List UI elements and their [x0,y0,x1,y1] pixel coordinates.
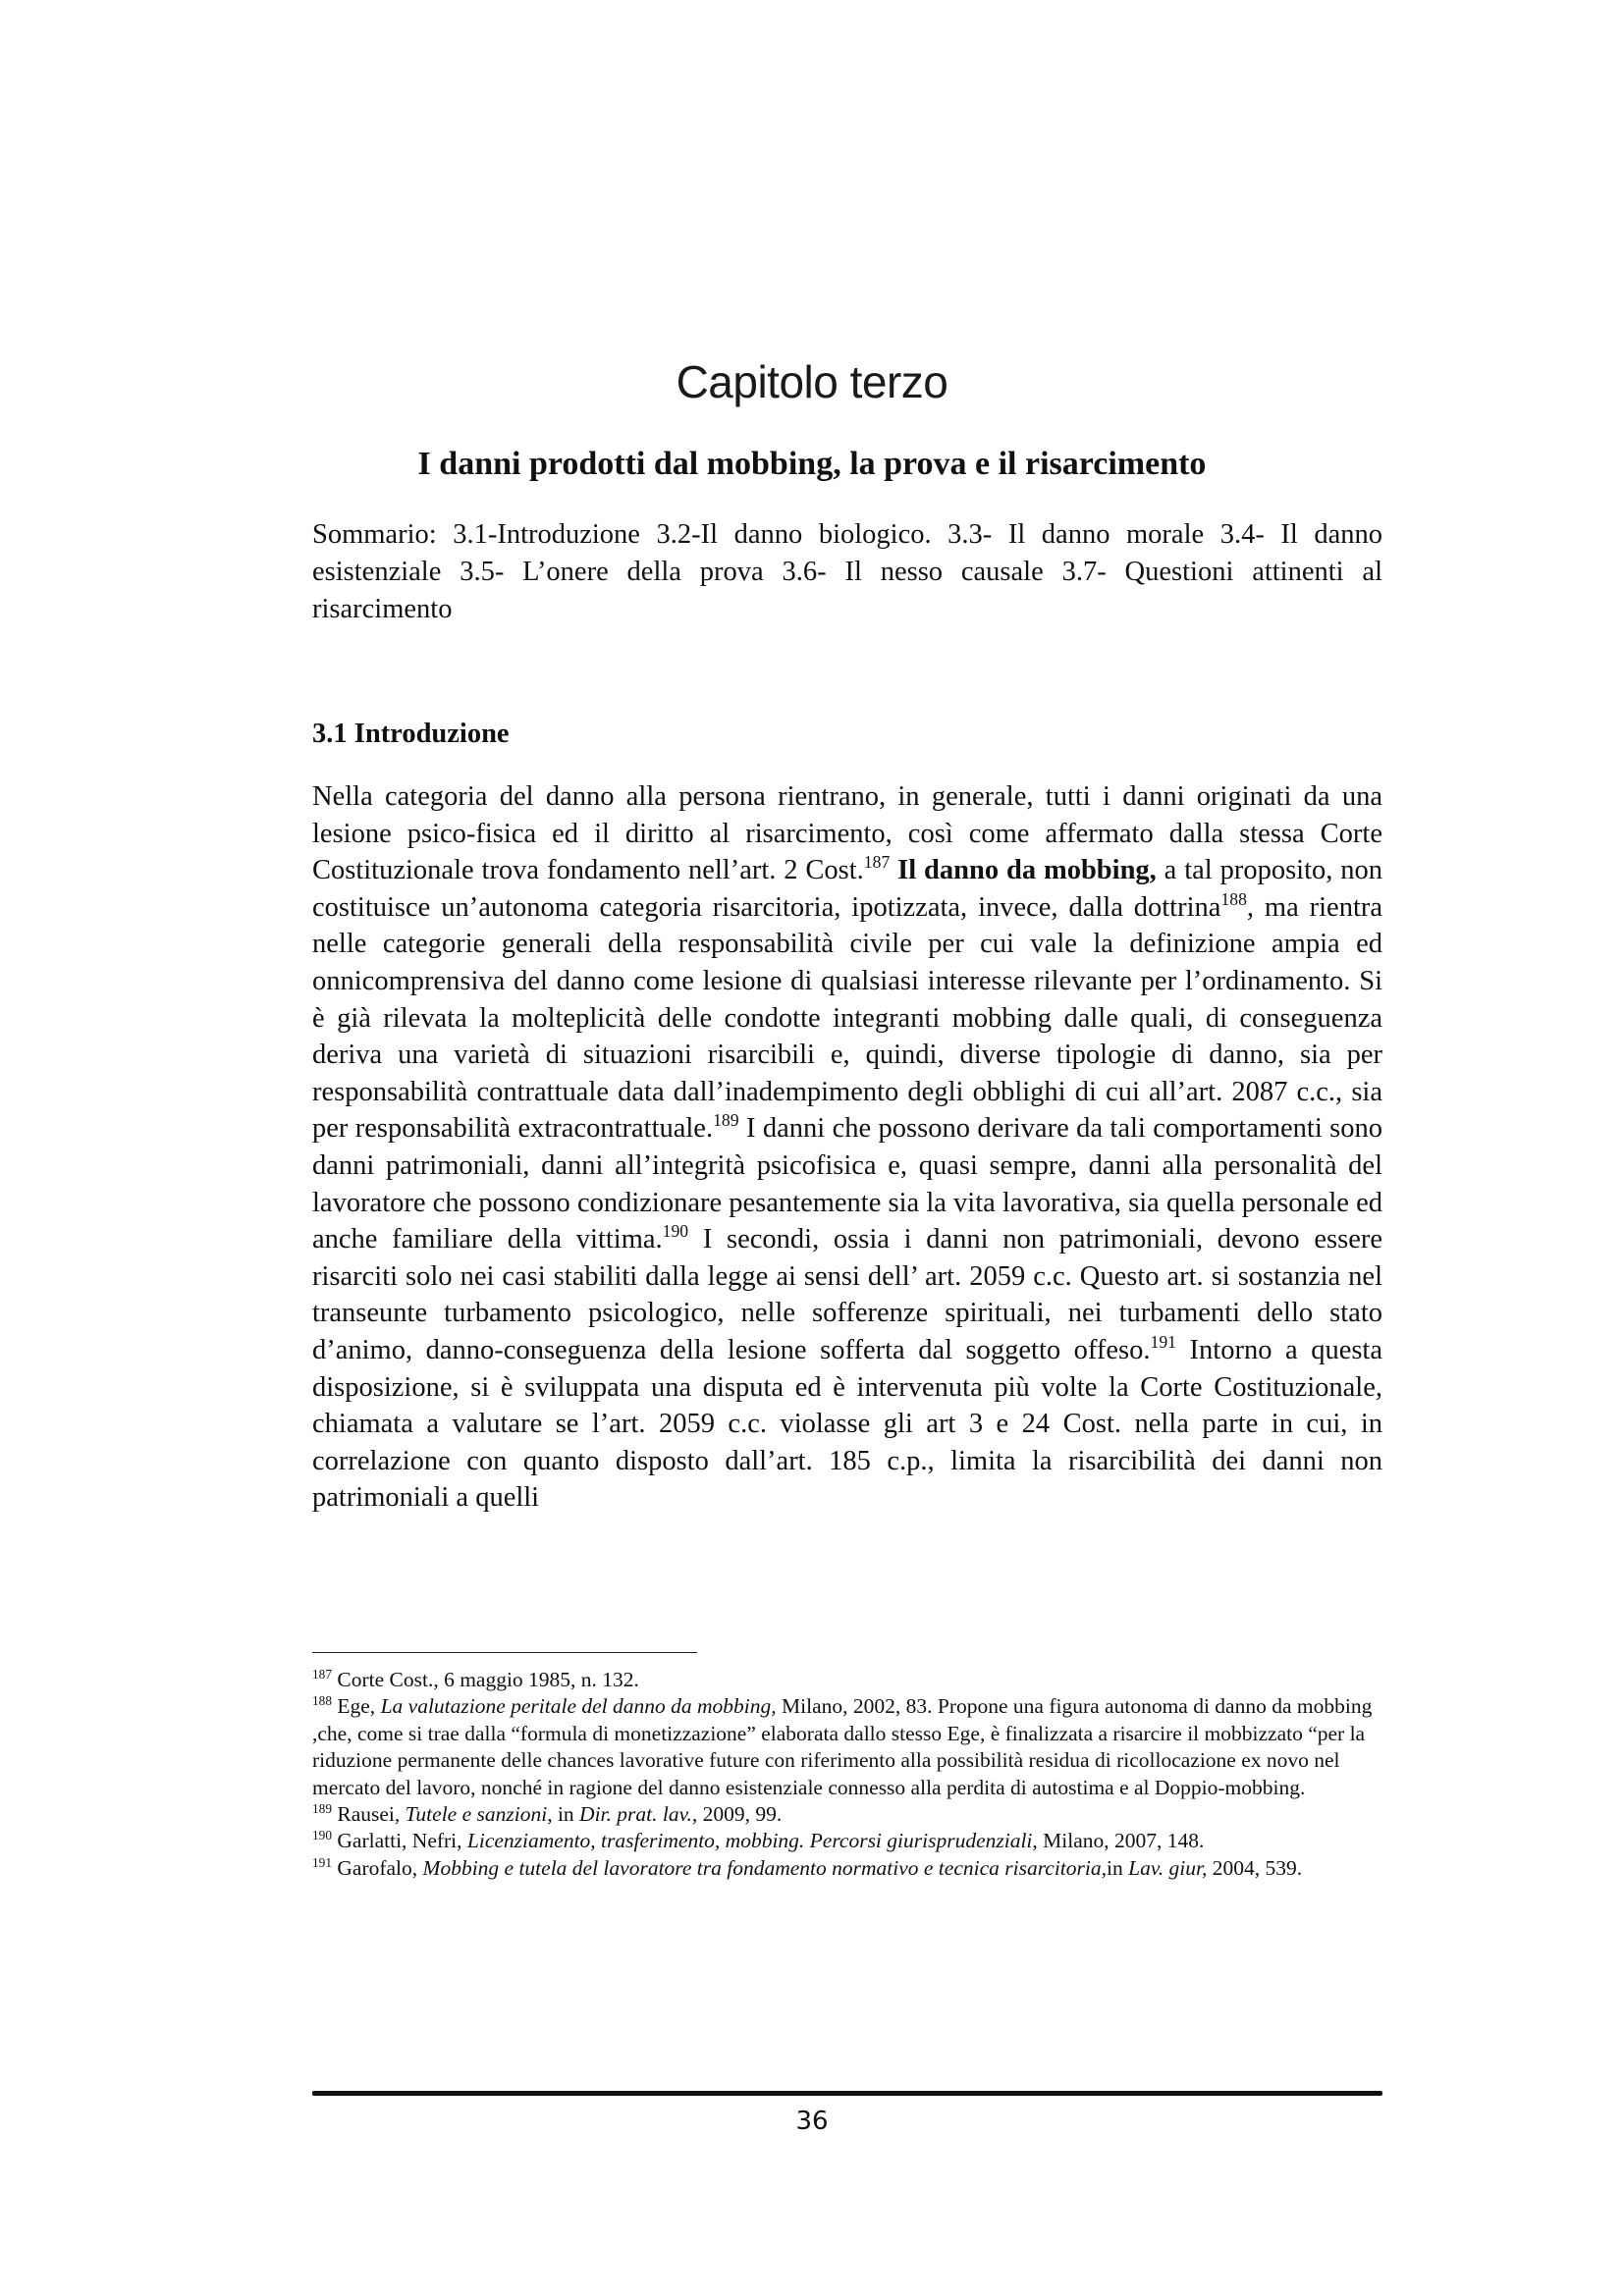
body-text-run: Nella categoria del danno alla persona rientrano, in generale, tutti i danni originati da una lesione psico-fisica ed il diritto al risarcimento, così come affermato dalla stessa Corte Costituzionale trova fondamento nell’art. 2 Cost. [312,781,1382,886]
footnote-text-run: Corte Cost., 6 maggio 1985, n. 132. [332,1668,639,1691]
footnote-ref: 189 [713,1110,739,1131]
footnote-190 [312,1828,1373,1854]
chapter-title: Capitolo terzo [676,356,948,407]
footnote-italic-run: Mobbing e tutela del lavoratore tra fondamento normativo e tecnica risarcitoria, [422,1855,1107,1880]
footnote-ref: 190 [662,1221,689,1242]
footer-rule [312,2091,1382,2096]
footnote-ref: 191 [1150,1331,1176,1352]
footnote-number: 191 [312,1854,332,1870]
body-text-run: I secondi, ossia i danni non patrimoniali, devono essere risarciti solo nei casi stabiliti dalla legge ai sensi dell’ art. 2059 c.c. Questo art. si sostanzia nel transeunte turbamento psicologico, nelle sofferenze spirituali, nei turbamenti dello stato d’animo, danno-conseguenza della lesione sofferta dal soggetto offeso. [312,1224,1382,1365]
footnote-text-run: 2004, 539. [1207,1855,1303,1880]
footnote-text-run: , Milano, 2007, 148. [1032,1829,1205,1853]
body-text-run: , ma rientra nelle categorie generali della responsabilità civile per cui vale la definizione ampia ed onnicomprensiva del danno come lesione di qualsiasi interesse rilevante per l’ordinamento. Si è già rilevata la molteplicità delle condotte integranti mobbing dalle quali, di conseguenza deriva una varietà di situazioni risarcibili e, quindi, diverse tipologie di danno, sia per responsabilità contrattuale data dall’inadempimento degli obblighi di cui all’art. 2087 c.c., sia per responsabilità extracontrattuale. [312,891,1383,1145]
footnote-text-run: , in [547,1802,580,1827]
footnote-text-run: Milano, 2002, 83. Propone una figura autonoma di danno da mobbing ,che, come si trae dalla “formula di monetizzazione” elaborata dallo stesso Ege, è finalizzata a risarcire il mobbizzato “per la riduzione permanente delle chances lavorative future con riferimento alla possibilità residua di ricollocazione ex novo nel mercato del lavoro, nonché in ragione del danno esistenziale connesso alla perdita di autostima e al Doppio-mobbing. [312,1694,1373,1799]
footnote-191 [312,1855,1373,1882]
footnote-text-run: Ege, [332,1694,381,1719]
footnote-187 [312,1667,1373,1693]
body-text-run: a tal proposito, non costituisce un’autonoma categoria risarcitoria, ipotizzata, invece, dalla dottrina [312,855,1382,923]
footnote-number: 190 [312,1828,332,1843]
footnote-number: 189 [312,1800,332,1816]
footnote-italic-run: Lav. giur, [1128,1855,1208,1880]
footnote-text-run: Rausei, [332,1802,406,1827]
body-paragraph [312,778,1382,1517]
footnote-text-run: Garlatti, Nefri, [332,1829,467,1853]
footnote-separator [312,1652,697,1653]
footnote-text-run: Garofalo, [332,1855,423,1880]
footnote-number: 187 [312,1666,332,1682]
footnote-italic-run: Tutele e sanzioni [405,1802,548,1827]
section-heading: 3.1 Introduzione [312,719,510,749]
footnote-188 [312,1693,1373,1801]
footnote-text-run: , 2009, 99. [691,1802,783,1827]
footnote-189 [312,1801,1373,1828]
body-text-run: Intorno a questa disposizione, si è sviluppata una disputa ed è intervenuta più volte la Corte Costituzionale, chiamata a valutare se l’art. 2059 c.c. violasse gli art 3 e 24 Cost. nella parte in cui, in correlazione con quanto disposto dall’art. 185 c.p., limita la risarcibilità dei danni non patrimoniali a quelli [312,1334,1382,1514]
footnote-ref: 188 [1220,888,1247,909]
footnote-text-run: in [1107,1855,1129,1880]
footnotes-list [312,1667,1373,1882]
chapter-subtitle: I danni prodotti dal mobbing, la prova e il risarcimento [417,446,1207,482]
chapter-summary: Sommario: 3.1-Introduzione 3.2-Il danno biologico. 3.3- Il danno morale 3.4- Il danno esistenziale 3.5- L’onere della prova 3.6- Il nesso causale 3.7- Questioni attinenti al risarcimento [312,519,1382,624]
body-bold-run: Il danno da mobbing, [897,855,1157,886]
footnote-italic-run: La valutazione peritale del danno da mobbing, [380,1694,777,1719]
footnote-italic-run: Dir. prat. lav. [579,1802,692,1827]
footnote-ref: 187 [863,852,891,873]
footnote-italic-run: Licenziamento, trasferimento, mobbing. Percorsi giurisprudenziali [466,1829,1033,1853]
body-text-run: I danni che possono derivare da tali comportamenti sono danni patrimoniali, danni all’integrità psicofisica e, quasi sempre, danni alla personalità del lavoratore che possono condizionare pesantemente sia la vita lavorativa, sia quella personale ed anche familiare della vittima. [312,1113,1382,1255]
page-number: 36 [795,2107,829,2136]
footnote-number: 188 [312,1693,332,1709]
